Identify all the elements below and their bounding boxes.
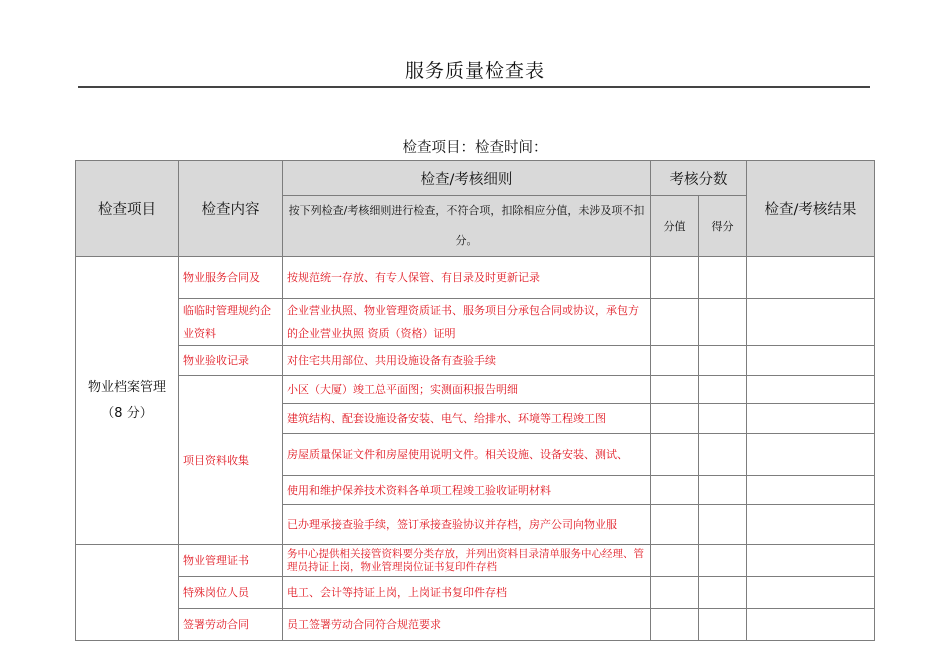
content-cell: 项目资料收集: [179, 376, 283, 545]
document-title: 服务质量检查表: [404, 60, 545, 82]
rule-cell: 对住宅共用部位、共用设施设备有查验手续: [283, 346, 651, 376]
score-got-cell[interactable]: [699, 346, 747, 376]
result-cell[interactable]: [747, 476, 875, 505]
result-cell[interactable]: [747, 376, 875, 404]
table-row: [76, 376, 875, 404]
content-cell: 物业验收记录: [179, 346, 283, 376]
score-got-cell[interactable]: [699, 545, 747, 577]
header-score: 考核分数: [651, 161, 747, 196]
result-cell[interactable]: [747, 404, 875, 434]
score-value-cell[interactable]: [651, 299, 699, 346]
rule-cell: 小区（大厦）竣工总平面图；实测面积报告明细: [283, 376, 651, 404]
table-row: [76, 299, 875, 346]
category-name: 物业档案管理: [87, 379, 166, 395]
score-got-cell[interactable]: [699, 299, 747, 346]
rule-cell: 建筑结构、配套设施设备安装、电气、给排水、环境等工程竣工图: [283, 404, 651, 434]
score-value-cell[interactable]: [651, 346, 699, 376]
inspection-subtitle: 检查项目：检查时间：: [402, 140, 548, 156]
score-value-cell[interactable]: [651, 257, 699, 299]
header-check-content: 检查内容: [179, 161, 283, 257]
score-value-cell[interactable]: [651, 376, 699, 404]
score-value-cell[interactable]: [651, 609, 699, 641]
header-rules: 检查/考核细则: [283, 161, 651, 196]
content-cell: 临临时管理规约企业资料: [179, 299, 283, 346]
category-points: （8 分）: [101, 405, 153, 421]
score-value-cell[interactable]: [651, 577, 699, 609]
result-cell[interactable]: [747, 577, 875, 609]
score-got-cell[interactable]: [699, 404, 747, 434]
rule-cell: 务中心提供相关接管资料要分类存放，并列出资料目录清单服务中心经理、管理员持证上岗，物业管理岗位证书复印件存档: [283, 545, 651, 577]
result-cell[interactable]: [747, 545, 875, 577]
rule-cell: 电工、会计等持证上岗，上岗证书复印件存档: [283, 577, 651, 609]
score-value-cell[interactable]: [651, 434, 699, 476]
rule-cell: 使用和维护保养技术资料各单项工程竣工验收证明材料: [283, 476, 651, 505]
score-value-cell[interactable]: [651, 505, 699, 545]
title-divider: [78, 86, 870, 88]
inspection-table: [75, 160, 875, 641]
result-cell[interactable]: [747, 609, 875, 641]
header-rules-note: 按下列检查/考核细则进行检查，不符合项，扣除相应分值，未涉及项不扣分。: [283, 196, 651, 257]
score-got-cell[interactable]: [699, 505, 747, 545]
table-row: [76, 609, 875, 641]
score-got-cell[interactable]: [699, 577, 747, 609]
rule-cell: 企业营业执照、物业管理资质证书、服务项目分承包合同或协议，承包方的企业营业执照 资质（资格）证明: [283, 299, 651, 346]
result-cell[interactable]: [747, 257, 875, 299]
result-cell[interactable]: [747, 505, 875, 545]
score-got-cell[interactable]: [699, 476, 747, 505]
table-row: [76, 577, 875, 609]
score-got-cell[interactable]: [699, 257, 747, 299]
content-cell: 物业管理证书: [179, 545, 283, 577]
score-got-cell[interactable]: [699, 609, 747, 641]
header-result: 检查/考核结果: [747, 161, 875, 257]
rule-cell: 按规范统一存放、有专人保管、有目录及时更新记录: [283, 257, 651, 299]
result-cell[interactable]: [747, 299, 875, 346]
table-row: [76, 346, 875, 376]
table-row: [76, 545, 875, 577]
header-check-item: 检查项目: [76, 161, 179, 257]
content-cell: 物业服务合同及: [179, 257, 283, 299]
header-score-got: 得分: [699, 196, 747, 257]
header-score-value: 分值: [651, 196, 699, 257]
result-cell[interactable]: [747, 346, 875, 376]
result-cell[interactable]: [747, 434, 875, 476]
header-row: [76, 161, 875, 196]
score-value-cell[interactable]: [651, 545, 699, 577]
category-archive-management: [76, 257, 179, 545]
table-row: [76, 257, 875, 299]
content-cell: 签署劳动合同: [179, 609, 283, 641]
score-got-cell[interactable]: [699, 434, 747, 476]
rule-cell: 已办理承接查验手续，签订承接查验协议并存档，房产公司向物业服: [283, 505, 651, 545]
score-value-cell[interactable]: [651, 476, 699, 505]
rule-cell: 员工签署劳动合同符合规范要求: [283, 609, 651, 641]
content-cell: 特殊岗位人员: [179, 577, 283, 609]
rule-cell: 房屋质量保证文件和房屋使用说明文件。相关设施、设备安装、测试、: [283, 434, 651, 476]
score-value-cell[interactable]: [651, 404, 699, 434]
category-cell-empty: [76, 545, 179, 641]
score-got-cell[interactable]: [699, 376, 747, 404]
